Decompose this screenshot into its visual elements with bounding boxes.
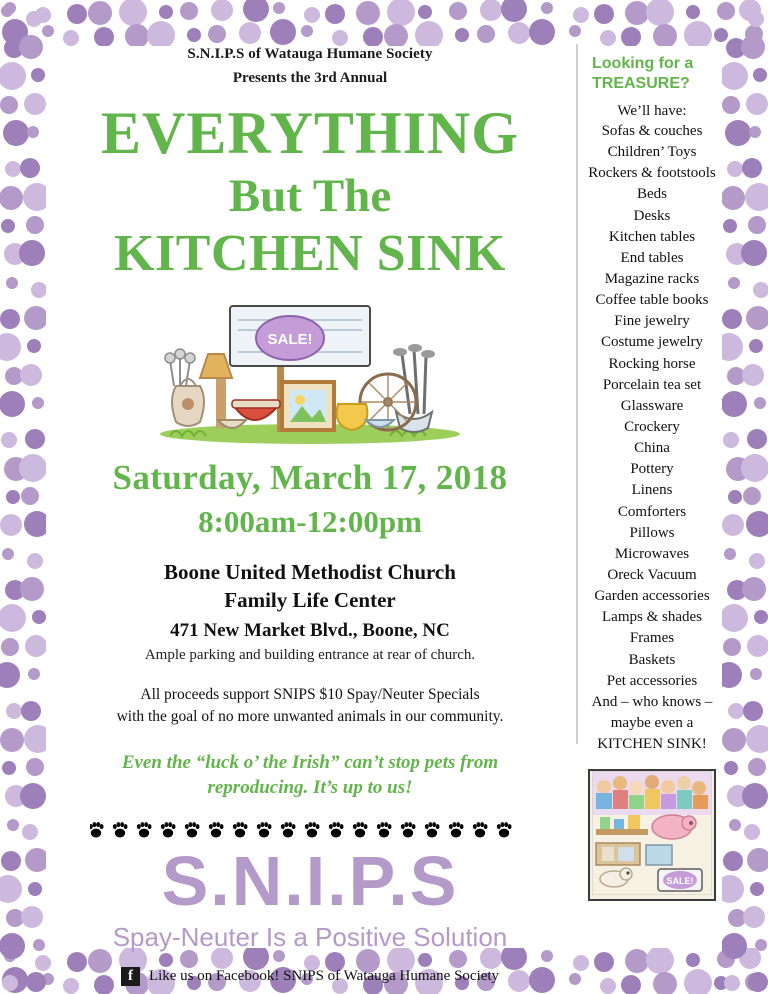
facebook-icon[interactable]: f xyxy=(121,967,140,986)
snips-logo xyxy=(52,842,568,924)
treasure-item: Garden accessories xyxy=(594,588,710,605)
venue-hall: Family Life Center xyxy=(224,588,396,612)
treasure-item: Microwaves xyxy=(614,545,690,562)
venue-note: Ample parking and building entrance at rear of church. xyxy=(144,647,476,663)
proceeds-line-2: with the goal of no more unwanted animals in our community. xyxy=(116,708,504,726)
slogan-line-1: Even the “luck o’ the Irish” can’t stop pets from xyxy=(121,751,499,773)
event-time: 8:00am-12:00pm xyxy=(198,504,422,539)
treasure-item: Rockers & footstools xyxy=(588,165,716,182)
treasure-item: Coffee table books xyxy=(595,292,709,309)
treasure-item: Beds xyxy=(637,186,667,203)
main-column xyxy=(52,40,568,986)
treasure-item: China xyxy=(634,440,670,457)
presenter-line-1: S.N.I.P.S of Watauga Humane Society xyxy=(187,46,433,62)
treasure-item: Glassware xyxy=(620,397,684,414)
treasure-column xyxy=(588,54,716,901)
treasure-heading-line-2: TREASURE? xyxy=(592,75,690,92)
venue-name: Boone United Methodist Church xyxy=(164,560,456,584)
title-line-2: But The xyxy=(228,170,392,222)
treasure-item: Pet accessories xyxy=(606,672,698,689)
treasure-item: Pottery xyxy=(630,461,674,478)
event-date: Saturday, March 17, 2018 xyxy=(112,458,508,497)
poster-content xyxy=(52,40,716,985)
border-dots-left xyxy=(0,0,46,994)
treasure-item: And – who knows – xyxy=(591,693,713,710)
treasure-item: Sofas & couches xyxy=(601,123,703,139)
treasure-item: End tables xyxy=(620,249,684,266)
treasure-item: Crockery xyxy=(624,418,680,435)
yard-sale-illustration xyxy=(130,294,490,444)
treasure-item: Porcelain tea set xyxy=(602,376,702,393)
treasure-item: Pillows xyxy=(629,524,675,541)
treasure-item: Linens xyxy=(631,482,673,499)
snips-tagline: Spay-Neuter Is a Positive Solution xyxy=(112,922,508,953)
treasure-item: Fine jewelry xyxy=(614,313,690,330)
proceeds-line-1: All proceeds support SNIPS $10 Spay/Neuter Specials xyxy=(140,686,480,703)
treasure-item: Costume jewelry xyxy=(600,334,704,351)
slogan-block xyxy=(52,751,568,800)
treasure-item: KITCHEN SINK! xyxy=(597,736,707,753)
treasure-item: Kitchen tables xyxy=(608,228,696,245)
column-divider xyxy=(576,44,578,744)
treasure-item: Baskets xyxy=(628,651,676,668)
presenter-line-2: Presents the 3rd Annual xyxy=(232,70,388,86)
treasure-heading xyxy=(592,54,716,94)
treasure-item: maybe even a xyxy=(610,714,694,731)
treasure-item: Desks xyxy=(633,207,671,224)
treasure-item: Oreck Vacuum xyxy=(607,566,697,583)
proceeds-block xyxy=(52,684,568,729)
paw-print-divider xyxy=(52,822,568,840)
snips-logo-text: S.N.I.P.S xyxy=(161,842,459,921)
treasure-intro: We’ll have: xyxy=(617,103,687,119)
treasure-item: Lamps & shades xyxy=(602,609,702,626)
venue-address: 471 New Market Blvd., Boone, NC xyxy=(170,620,450,641)
slogan-line-2: reproducing. It’s up to us! xyxy=(207,776,413,798)
sale-sign-label: SALE! xyxy=(267,331,313,348)
treasure-item-list xyxy=(588,121,716,755)
rummage-sale-thumbnail xyxy=(588,769,716,901)
treasure-item: Magazine racks xyxy=(604,270,700,287)
treasure-item: Children’ Toys xyxy=(607,144,697,161)
facebook-label: Like us on Facebook! SNIPS of Watauga Humane Society xyxy=(148,968,500,985)
treasure-item: Frames xyxy=(629,630,675,647)
treasure-heading-line-1: Looking for a xyxy=(592,55,694,72)
thumbnail-sale-label: SALE! xyxy=(666,876,694,887)
title-line-1: EVERYTHING xyxy=(101,100,519,166)
title-line-3: KITCHEN SINK xyxy=(114,225,506,282)
treasure-item: Rocking horse xyxy=(608,355,696,372)
facebook-row[interactable] xyxy=(52,967,568,986)
treasure-item: Comforters xyxy=(617,503,687,520)
border-dots-right xyxy=(722,0,768,994)
